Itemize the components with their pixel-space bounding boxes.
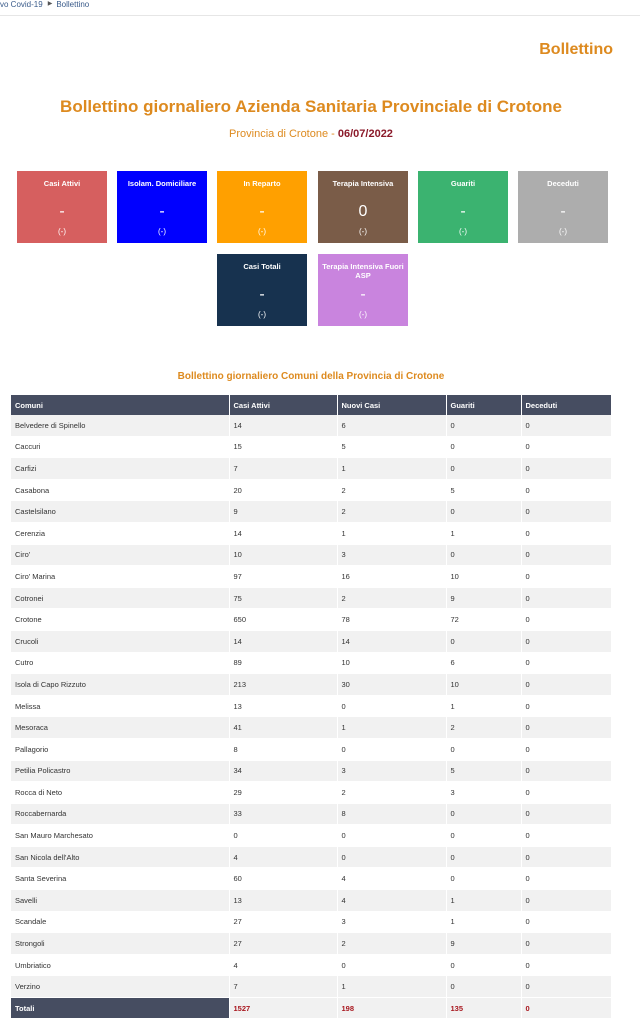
card-delta: (-) <box>359 310 367 319</box>
comune-name: Isola di Capo Rizzuto <box>11 674 229 696</box>
table-row <box>11 846 611 868</box>
comune-name: San Mauro Marchesato <box>11 825 229 847</box>
comune-name: Savelli <box>11 890 229 912</box>
table-row <box>11 674 611 696</box>
table-cell: 2 <box>446 717 521 739</box>
table-cell: 0 <box>521 544 611 566</box>
comune-name: Petilia Policastro <box>11 760 229 782</box>
comune-name: Santa Severina <box>11 868 229 890</box>
table-row <box>11 890 611 912</box>
table-cell: 9 <box>229 501 337 523</box>
column-header[interactable]: Guariti <box>446 395 521 415</box>
table-cell: 0 <box>446 954 521 976</box>
table-cell: 7 <box>229 976 337 998</box>
table-cell: 13 <box>229 890 337 912</box>
totals-cell: 135 <box>446 998 521 1019</box>
totals-row <box>11 998 611 1019</box>
table-cell: 0 <box>337 738 446 760</box>
card-label: Casi Totali <box>243 262 281 271</box>
comune-name: Mesoraca <box>11 717 229 739</box>
table-row <box>11 760 611 782</box>
table-cell: 1 <box>337 522 446 544</box>
table-cell: 4 <box>337 890 446 912</box>
table-cell: 27 <box>229 911 337 933</box>
table-cell: 10 <box>446 674 521 696</box>
table-row <box>11 695 611 717</box>
table-cell: 5 <box>446 479 521 501</box>
table-row <box>11 652 611 674</box>
table-cell: 3 <box>446 782 521 804</box>
comune-name: Umbriatico <box>11 954 229 976</box>
card-label: In Reparto <box>243 179 281 188</box>
column-header[interactable]: Comuni <box>11 395 229 415</box>
table-cell: 2 <box>337 479 446 501</box>
table-row <box>11 868 611 890</box>
table-cell: 14 <box>229 522 337 544</box>
card-delta: (-) <box>559 227 567 236</box>
table-cell: 0 <box>446 630 521 652</box>
column-header[interactable]: Nuovi Casi <box>337 395 446 415</box>
table-cell: 3 <box>337 911 446 933</box>
table-cell: 60 <box>229 868 337 890</box>
table-cell: 0 <box>521 717 611 739</box>
table-cell: 9 <box>446 933 521 955</box>
table-cell: 650 <box>229 609 337 631</box>
table-cell: 0 <box>446 868 521 890</box>
table-cell: 13 <box>229 695 337 717</box>
table-cell: 14 <box>229 630 337 652</box>
table-cell: 8 <box>337 803 446 825</box>
table-cell: 0 <box>521 652 611 674</box>
table-cell: 1 <box>446 522 521 544</box>
table-cell: 4 <box>229 846 337 868</box>
table-cell: 78 <box>337 609 446 631</box>
table-cell: 0 <box>446 415 521 436</box>
card-label: Guariti <box>450 179 476 188</box>
table-cell: 14 <box>337 630 446 652</box>
page-title: Bollettino <box>539 41 613 58</box>
comune-name: Belvedere di Spinello <box>11 415 229 436</box>
table-row <box>11 738 611 760</box>
card-value: - <box>159 203 165 220</box>
table-row <box>11 717 611 739</box>
table-cell: 0 <box>521 911 611 933</box>
card-casi-totali <box>217 254 307 326</box>
table-cell: 0 <box>521 587 611 609</box>
table-cell: 0 <box>446 458 521 480</box>
table-cell: 10 <box>229 544 337 566</box>
table-cell: 9 <box>446 587 521 609</box>
table-cell: 27 <box>229 933 337 955</box>
breadcrumb-current-link[interactable]: Bollettino <box>56 0 90 9</box>
table-row <box>11 782 611 804</box>
comuni-table <box>11 395 612 1019</box>
table-cell: 0 <box>521 933 611 955</box>
table-cell: 14 <box>229 415 337 436</box>
table-cell: 0 <box>521 803 611 825</box>
table-cell: 72 <box>446 609 521 631</box>
table-cell: 2 <box>337 501 446 523</box>
table-row <box>11 911 611 933</box>
card-value: - <box>259 203 265 220</box>
chevron-right-icon: ▶ <box>47 1 53 7</box>
table-cell: 16 <box>337 566 446 588</box>
card-isolamento-domiciliare <box>117 171 207 243</box>
table-cell: 0 <box>521 760 611 782</box>
table-cell: 1 <box>446 890 521 912</box>
table-cell: 0 <box>521 479 611 501</box>
card-delta: (-) <box>459 227 467 236</box>
table-cell: 0 <box>521 415 611 436</box>
table-row <box>11 933 611 955</box>
table-cell: 0 <box>446 544 521 566</box>
table-cell: 0 <box>521 954 611 976</box>
table-cell: 0 <box>521 976 611 998</box>
table-cell: 0 <box>446 846 521 868</box>
table-cell: 0 <box>521 436 611 458</box>
table-row <box>11 566 611 588</box>
table-cell: 213 <box>229 674 337 696</box>
table-cell: 0 <box>446 436 521 458</box>
card-delta: (-) <box>158 227 166 236</box>
breadcrumb-parent-link[interactable]: vo Covid-19 <box>0 0 43 9</box>
comune-name: Ciro' Marina <box>11 566 229 588</box>
card-delta: (-) <box>258 310 266 319</box>
table-cell: 3 <box>337 760 446 782</box>
card-value: - <box>259 286 265 303</box>
card-terapia-intensiva-fuori-asp <box>318 254 408 326</box>
table-cell: 4 <box>229 954 337 976</box>
table-cell: 29 <box>229 782 337 804</box>
comune-name: Ciro' <box>11 544 229 566</box>
table-row <box>11 415 611 436</box>
table-cell: 2 <box>337 782 446 804</box>
comune-name: Carfizi <box>11 458 229 480</box>
totals-cell: 198 <box>337 998 446 1019</box>
card-label: Terapia Intensiva <box>332 179 394 188</box>
table-cell: 10 <box>446 566 521 588</box>
comune-name: Cutro <box>11 652 229 674</box>
table-cell: 20 <box>229 479 337 501</box>
province-label: Provincia di Crotone - <box>229 128 338 140</box>
table-cell: 0 <box>337 846 446 868</box>
table-cell: 1 <box>446 911 521 933</box>
table-cell: 0 <box>521 825 611 847</box>
table-cell: 5 <box>337 436 446 458</box>
card-value: - <box>59 203 65 220</box>
card-casi-attivi <box>17 171 107 243</box>
table-row <box>11 501 611 523</box>
comune-name: Strongoli <box>11 933 229 955</box>
table-cell: 0 <box>521 738 611 760</box>
table-cell: 41 <box>229 717 337 739</box>
table-cell: 0 <box>521 782 611 804</box>
table-cell: 0 <box>521 695 611 717</box>
table-cell: 34 <box>229 760 337 782</box>
table-cell: 0 <box>229 825 337 847</box>
bulletin-subtitle <box>0 128 622 140</box>
table-cell: 0 <box>521 868 611 890</box>
comune-name: Melissa <box>11 695 229 717</box>
table-cell: 1 <box>337 458 446 480</box>
table-header-row <box>11 395 611 415</box>
table-cell: 0 <box>521 846 611 868</box>
breadcrumb <box>0 0 640 16</box>
card-value: - <box>360 286 366 303</box>
table-cell: 0 <box>521 501 611 523</box>
table-cell: 0 <box>521 522 611 544</box>
comune-name: Crucoli <box>11 630 229 652</box>
comune-name: Casabona <box>11 479 229 501</box>
totals-label: Totali <box>11 998 229 1019</box>
table-cell: 30 <box>337 674 446 696</box>
table-cell: 0 <box>446 501 521 523</box>
table-cell: 7 <box>229 458 337 480</box>
table-cell: 0 <box>337 825 446 847</box>
column-header[interactable]: Casi Attivi <box>229 395 337 415</box>
table-cell: 3 <box>337 544 446 566</box>
table-row <box>11 609 611 631</box>
table-cell: 0 <box>446 825 521 847</box>
table-row <box>11 803 611 825</box>
table-cell: 4 <box>337 868 446 890</box>
table-cell: 6 <box>337 415 446 436</box>
card-in-reparto <box>217 171 307 243</box>
table-row <box>11 954 611 976</box>
comune-name: Caccuri <box>11 436 229 458</box>
table-cell: 10 <box>337 652 446 674</box>
table-cell: 89 <box>229 652 337 674</box>
table-cell: 5 <box>446 760 521 782</box>
table-cell: 8 <box>229 738 337 760</box>
table-row <box>11 544 611 566</box>
table-cell: 0 <box>337 695 446 717</box>
comune-name: San Nicola dell'Alto <box>11 846 229 868</box>
table-row <box>11 587 611 609</box>
table-row <box>11 976 611 998</box>
section-title: Bollettino giornaliero Comuni della Provincia di Crotone <box>177 371 445 382</box>
table-cell: 0 <box>521 890 611 912</box>
table-cell: 2 <box>337 587 446 609</box>
comune-name: Verzino <box>11 976 229 998</box>
table-cell: 0 <box>521 458 611 480</box>
table-cell: 0 <box>521 674 611 696</box>
bulletin-title: Bollettino giornaliero Azienda Sanitaria Provinciale di Crotone <box>60 97 562 116</box>
table-cell: 0 <box>521 609 611 631</box>
comune-name: Roccabernarda <box>11 803 229 825</box>
table-row <box>11 458 611 480</box>
table-row <box>11 825 611 847</box>
comune-name: Castelsilano <box>11 501 229 523</box>
table-row <box>11 630 611 652</box>
table-cell: 97 <box>229 566 337 588</box>
table-cell: 0 <box>521 630 611 652</box>
comune-name: Rocca di Neto <box>11 782 229 804</box>
table-cell: 15 <box>229 436 337 458</box>
table-cell: 33 <box>229 803 337 825</box>
comune-name: Cotronei <box>11 587 229 609</box>
table-cell: 75 <box>229 587 337 609</box>
card-delta: (-) <box>359 227 367 236</box>
card-delta: (-) <box>58 227 66 236</box>
table-cell: 2 <box>337 933 446 955</box>
table-cell: 0 <box>446 976 521 998</box>
card-label: Deceduti <box>547 179 579 188</box>
table-cell: 1 <box>337 976 446 998</box>
table-cell: 0 <box>446 738 521 760</box>
table-cell: 0 <box>337 954 446 976</box>
card-label: Isolam. Domiciliare <box>127 179 197 188</box>
card-value: 0 <box>358 203 368 220</box>
table-row <box>11 522 611 544</box>
card-value: - <box>560 203 566 220</box>
totals-cell: 0 <box>521 998 611 1019</box>
table-cell: 1 <box>337 717 446 739</box>
table-row <box>11 436 611 458</box>
comune-name: Crotone <box>11 609 229 631</box>
table-cell: 0 <box>446 803 521 825</box>
card-terapia-intensiva <box>318 171 408 243</box>
card-label: Terapia Intensiva Fuori ASP <box>322 262 404 280</box>
card-guariti <box>418 171 508 243</box>
card-label: Casi Attivi <box>43 179 81 188</box>
column-header[interactable]: Deceduti <box>521 395 611 415</box>
table-cell: 6 <box>446 652 521 674</box>
card-value: - <box>460 203 466 220</box>
totals-cell: 1527 <box>229 998 337 1019</box>
table-cell: 0 <box>521 566 611 588</box>
comune-name: Cerenzia <box>11 522 229 544</box>
card-delta: (-) <box>258 227 266 236</box>
bulletin-date: 06/07/2022 <box>337 128 393 140</box>
comune-name: Pallagorio <box>11 738 229 760</box>
table-cell: 1 <box>446 695 521 717</box>
card-deceduti <box>518 171 608 243</box>
comune-name: Scandale <box>11 911 229 933</box>
table-row <box>11 479 611 501</box>
